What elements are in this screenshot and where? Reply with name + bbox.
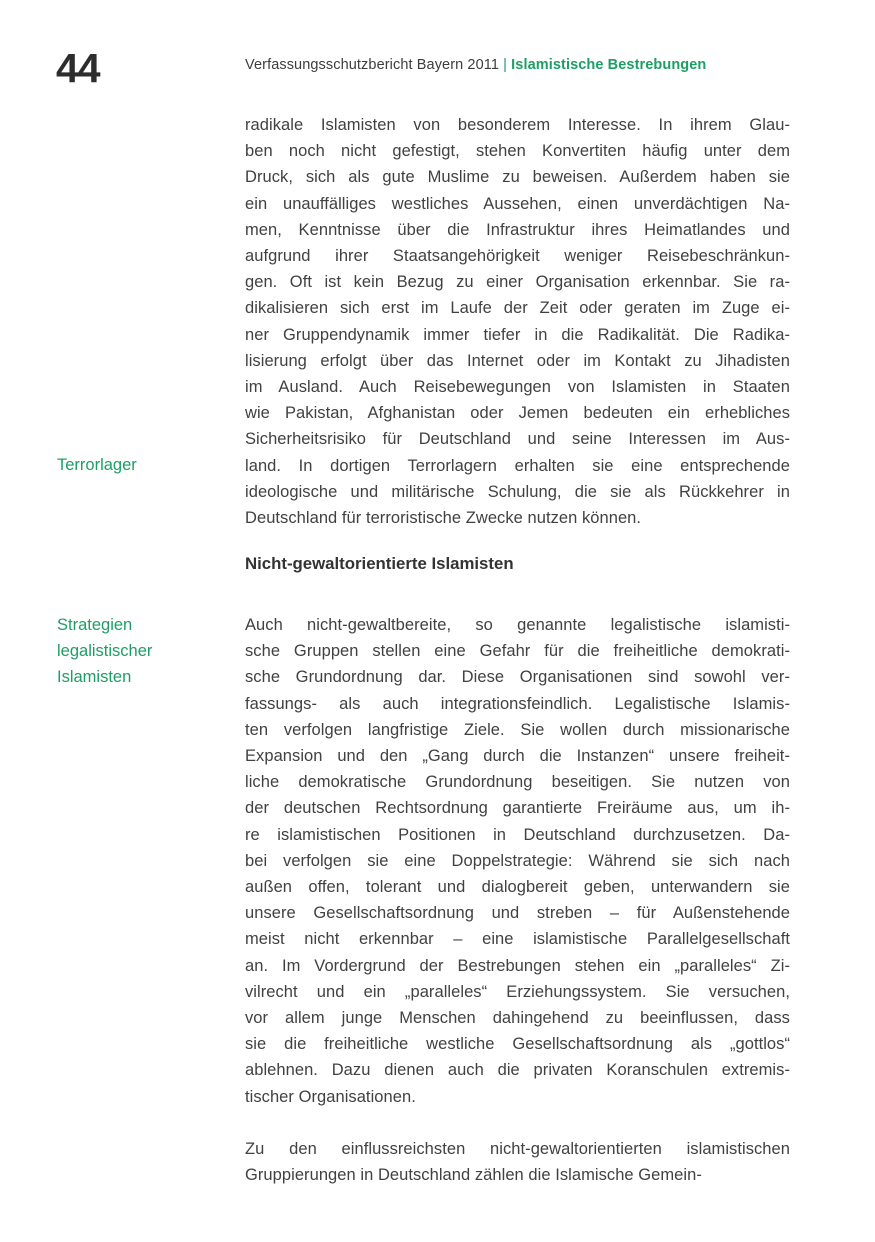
text-line: Zu den einflussreichsten nicht-gewaltorientierten islamistischen — [245, 1140, 790, 1158]
text-line: vilrecht und ein „paralleles“ Erziehungssystem. Sie versuchen, — [245, 982, 790, 1001]
text-line: meist nicht erkennbar – eine islamistische Parallelgesellschaft — [245, 930, 790, 949]
text-line: wie Pakistan, Afghanistan oder Jemen bedeuten ein erhebliches — [245, 404, 790, 423]
text-line: re islamistischen Positionen in Deutschland durchzusetzen. Da- — [245, 825, 790, 844]
text-line: Terrorlager — [57, 456, 137, 474]
text-line: gen. Oft ist kein Bezug zu einer Organisation erkennbar. Sie ra- — [245, 273, 790, 292]
text-line: Deutschland für terroristische Zwecke nutzen können. — [245, 509, 642, 528]
margin-note-strategien-legalistischer-islamisten — [57, 612, 232, 691]
text-line: Expansion und den „Gang durch die Instanzen“ unsere freiheit- — [245, 747, 790, 766]
paragraph-legalistic-islamists — [245, 612, 790, 1110]
text-line: sie die freiheitliche westliche Gesellschaftsordnung als „gottlos“ — [245, 1035, 790, 1054]
text-line: der deutschen Rechtsordnung garantierte Freiräume aus, um ih- — [245, 799, 790, 818]
text-line: sche Grundordnung dar. Diese Organisationen sind sowohl ver- — [245, 668, 790, 687]
header-report-title: Verfassungsschutzbericht Bayern 2011 — [245, 57, 500, 73]
text-line: vor allem junge Menschen dahingehend zu beeinflussen, dass — [245, 1009, 790, 1028]
text-line: men, Kenntnisse über die Infrastruktur ihres Heimatlandes und — [245, 220, 790, 239]
text-line: Sicherheitsrisiko für Deutschland und seine Interessen im Aus- — [245, 430, 790, 449]
text-line: Islamisten — [57, 668, 132, 687]
text-line: an. Im Vordergrund der Bestrebungen stehen ein „paralleles“ Zi- — [245, 956, 790, 975]
text-line: ten verfolgen langfristige Ziele. Sie wollen durch missionarische — [245, 720, 790, 739]
text-line: unsere Gesellschaftsordnung und streben – für Außenstehende — [245, 904, 790, 923]
text-line: ben noch nicht gefestigt, stehen Konvertiten häufig unter dem — [245, 142, 790, 161]
text-line: aufgrund ihrer Staatsangehörigkeit weniger Reisebeschränkun- — [245, 247, 790, 266]
text-line: ablehnen. Dazu dienen auch die privaten Koranschulen extremis- — [245, 1061, 790, 1080]
text-line: fassungs- als auch integrationsfeindlich. Legalistische Islamis- — [245, 694, 790, 713]
text-line: sche Gruppen stellen eine Gefahr für die freiheitliche demokrati- — [245, 642, 790, 661]
paragraph-influential-groups — [245, 1136, 790, 1188]
header-section-title: Islamistische Bestrebungen — [511, 57, 707, 73]
text-line: liche demokratische Grundordnung beseitigen. Sie nutzen von — [245, 773, 790, 792]
text-line: tischer Organisationen. — [245, 1087, 416, 1106]
paragraph-radicalization — [245, 112, 790, 531]
text-line: Druck, sich als gute Muslime zu beweisen. Außerdem haben sie — [245, 168, 790, 187]
text-line: radikale Islamisten von besonderem Interesse. In ihrem Glau- — [245, 116, 790, 134]
header-separator: | — [503, 57, 508, 73]
text-line: land. In dortigen Terrorlagern erhalten sie eine entsprechende — [245, 456, 790, 475]
page-number: 44 — [56, 45, 100, 91]
text-line: Auch nicht-gewaltbereite, so genannte legalistische islamisti- — [245, 616, 790, 634]
text-line: ner Gruppendynamik immer tiefer in die Radikalität. Die Radika- — [245, 325, 790, 344]
text-line: legalistischer — [57, 642, 153, 661]
margin-note-terrorlager — [57, 452, 232, 478]
text-line: Strategien — [57, 616, 133, 634]
text-line: ideologische und militärische Schulung, die sie als Rückkehrer in — [245, 482, 790, 501]
text-line: lisierung erfolgt über das Internet oder im Kontakt zu Jihadisten — [245, 351, 790, 370]
text-line: Gruppierungen in Deutschland zählen die Islamische Gemein- — [245, 1166, 702, 1185]
text-line: im Ausland. Auch Reisebewegungen von Islamisten in Staaten — [245, 378, 790, 397]
section-heading: Nicht-gewaltorientierte Islamisten — [245, 554, 514, 573]
text-line: ein unauffälliges westliches Aussehen, einen unverdächtigen Na- — [245, 194, 790, 213]
text-line: bei verfolgen sie eine Doppelstrategie: Während sie sich nach — [245, 851, 790, 870]
text-line: außen offen, tolerant und dialogbereit geben, unterwandern sie — [245, 878, 790, 897]
page-header — [245, 57, 706, 73]
text-line: dikalisieren sich erst im Laufe der Zeit oder geraten im Zuge ei- — [245, 299, 790, 318]
